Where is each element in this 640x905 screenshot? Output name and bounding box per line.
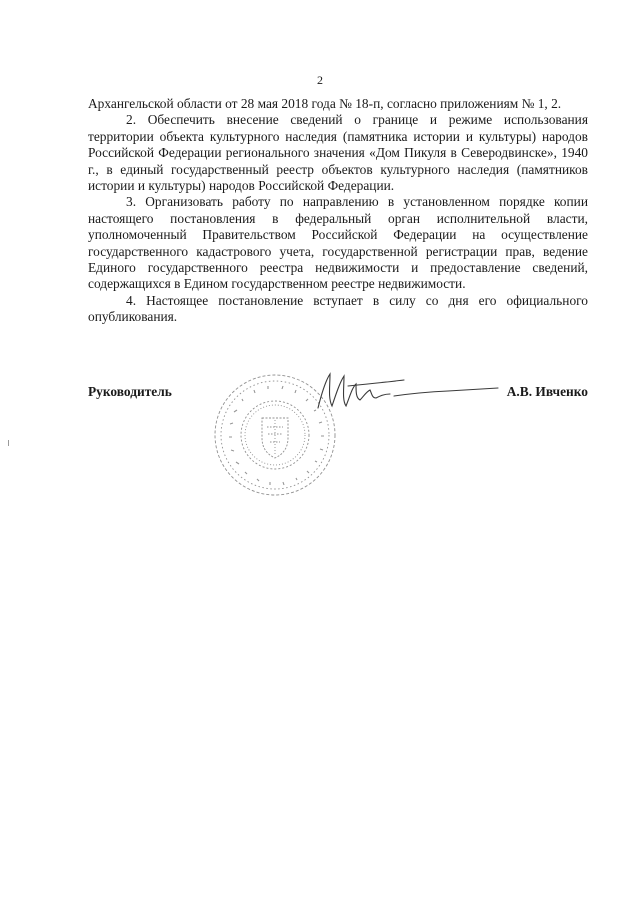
- paragraph-item-4: 4. Настоящее постановление вступает в силу со дня его официального опубликования.: [88, 292, 588, 325]
- signer-name: А.В. Ивченко: [506, 384, 588, 399]
- paragraph-item-2: 2. Обеспечить внесение сведений о границе и режиме использования территории объекта культурного наследия (памятника истории и культуры) народов Российской Федерации регионального значения «Дом Пикуля в Северодвинске», 1940 г., в единый государственный реестр объектов культурного наследия (памятников истории и культуры) народов Российской Федерации.: [88, 112, 588, 194]
- signer-title: Руководитель: [88, 384, 172, 399]
- page-number: 2: [317, 73, 323, 87]
- signature-block: [88, 380, 588, 510]
- handwritten-signature: [308, 366, 508, 416]
- paragraph-item-3: 3. Организовать работу по направлению в установленном порядке копии настоящего постановления в федеральный орган исполнительной власти, уполномоченный Правительством Российской Федерации на осуществление государственного кадастрового учета, государственной регистрации прав, ведение Единого государственного реестра недвижимости и предоставление сведений, содержащихся в Едином государственном реестре недвижимости.: [88, 194, 588, 292]
- document-body: [88, 96, 588, 326]
- paragraph-continuation: Архангельской области от 28 мая 2018 года № 18-п, согласно приложениям № 1, 2.: [88, 96, 562, 111]
- scan-margin-mark: [8, 440, 9, 446]
